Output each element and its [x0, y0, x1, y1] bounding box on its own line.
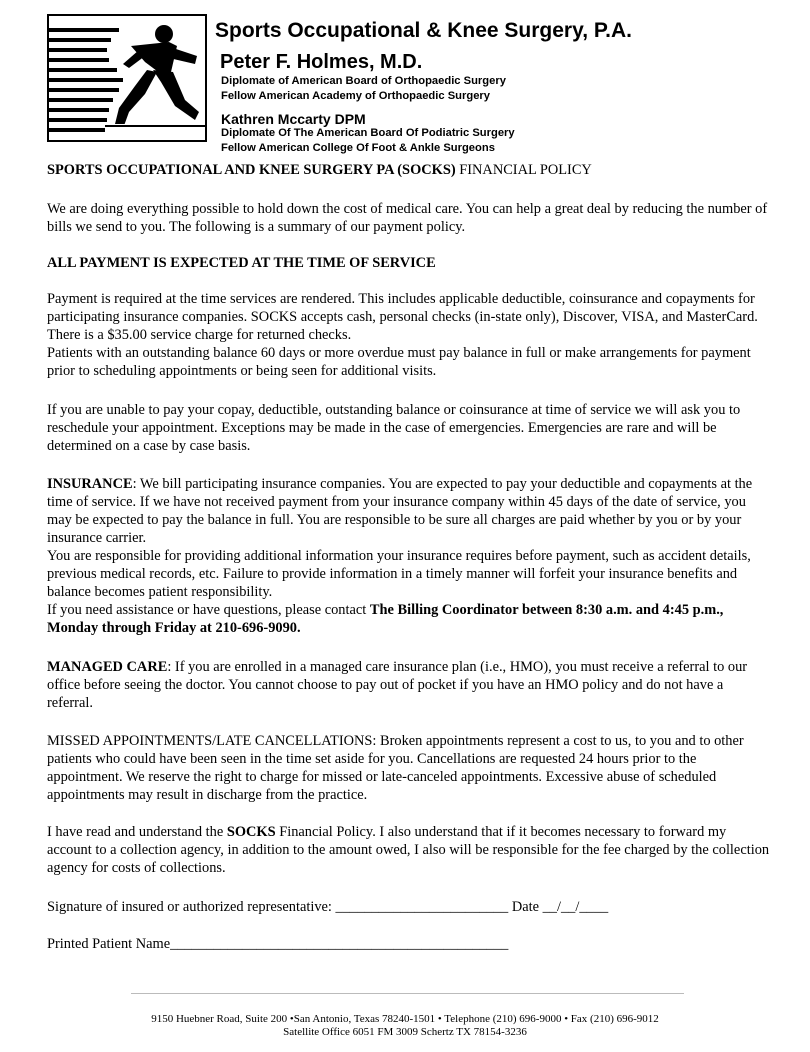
doctor1-credential-1: Diplomate of American Board of Orthopaedic Surgery	[221, 75, 506, 87]
billing-contact-hours: The Billing Coordinator between 8:30 a.m. and 4:45 p.m., Monday through Friday at 210-696-9090.	[47, 602, 724, 636]
doctor1-credential-2: Fellow American Academy of Orthopaedic Surgery	[221, 90, 490, 102]
intro-paragraph: We are doing everything possible to hold down the cost of medical care. You can help a great deal by reducing the number of bills we send to you. The following is a summary of our payment policy.	[47, 201, 768, 235]
policy-title-rest: FINANCIAL POLICY	[455, 162, 592, 178]
managed-care-text: : If you are enrolled in a managed care insurance plan (i.e., HMO), you must receive a referral to our office before seeing the doctor. You cannot choose to pay out of pocket if you have an HMO policy and do not have a referral.	[47, 659, 748, 711]
sprinter-logo-icon	[49, 16, 205, 140]
insurance-paragraph-2: You are responsible for providing additional information your insurance requires before payment, such as accident details, previous medical records, etc. Failure to provide information in a timely manner will forfeit your insurance benefits and balance becomes patient responsibility.	[47, 548, 751, 600]
policy-title-bold: SPORTS OCCUPATIONAL AND KNEE SURGERY PA (SOCKS)	[47, 162, 456, 178]
payment-paragraph-2: Patients with an outstanding balance 60 days or more overdue must pay balance in full or make arrangements for payment prior to scheduling appointments or being seen for additional visits.	[47, 345, 751, 379]
footer-divider	[131, 993, 684, 994]
doctor2-credential-2: Fellow American College Of Foot & Ankle Surgeons	[221, 142, 495, 154]
billing-contact-lead: If you need assistance or have questions, please contact	[47, 602, 370, 618]
insurance-paragraph-3	[47, 601, 772, 637]
doctor1-name: Peter F. Holmes, M.D.	[220, 51, 423, 73]
date-field[interactable]: Date __/__/____	[511, 899, 609, 915]
insurance-section	[47, 475, 772, 637]
payment-paragraph-1: Payment is required at the time services are rendered. This includes applicable deductible, coinsurance and copayments for participating insurance companies. SOCKS accepts cash, personal checks (in-state only), Discover, VISA, and MasterCard. There is a $35.00 service charge for returned checks.	[47, 291, 758, 343]
unable-to-pay-paragraph: If you are unable to pay your copay, deductible, outstanding balance or coinsurance at time of service we will ask you to reschedule your appointment. Exceptions may be made in the case of emergencies. Emergencies are rare and will be determined on a case by case basis.	[47, 402, 741, 454]
missed-appointments-paragraph: MISSED APPOINTMENTS/LATE CANCELLATIONS: Broken appointments represent a cost to us, to you and to other patients who could have been seen in the time set aside for you. Cancellations are requested 24 hours prior to the appointment. We reserve the right to charge for missed or late-canceled appointments. Excessive abuse of scheduled appointments may result in discharge from the practice.	[47, 733, 744, 803]
doctor2-name: Kathren Mccarty DPM	[221, 111, 366, 127]
signature-label: Signature of insured or authorized representative: ________________________	[47, 899, 509, 915]
ack-socks: SOCKS	[226, 824, 276, 840]
payment-section	[47, 290, 772, 380]
footer-satellite-office: Satellite Office 6051 FM 3009 Schertz TX 78154-3236	[283, 1026, 527, 1038]
managed-care-paragraph	[47, 658, 772, 712]
ack-rest: Financial Policy. I also understand that if it becomes necessary to forward my account to a collection agency, in addition to the amount owed, I also will be responsible for the fee charged by the collection agency for costs of collections.	[47, 824, 770, 876]
practice-logo	[47, 14, 207, 142]
doctor2-credential-1: Diplomate Of The American Board Of Podiatric Surgery	[221, 127, 515, 139]
payment-heading: ALL PAYMENT IS EXPECTED AT THE TIME OF SERVICE	[47, 255, 436, 271]
footer-address: 9150 Huebner Road, Suite 200 •San Antonio, Texas 78240-1501 • Telephone (210) 696-9000 • Fax (210) 696-9012	[151, 1013, 659, 1025]
managed-care-label: MANAGED CARE	[47, 659, 168, 675]
acknowledgement-paragraph	[47, 823, 772, 877]
policy-title	[47, 161, 772, 179]
printed-name-field[interactable]: Printed Patient Name_______________________________________________	[47, 936, 509, 952]
firm-name: Sports Occupational & Knee Surgery, P.A.	[215, 19, 632, 42]
signature-line[interactable]	[47, 898, 772, 916]
ack-lead: I have read and understand the	[47, 824, 227, 840]
insurance-text-1: : We bill participating insurance companies. You are expected to pay your deductible and copayments at the time of service. If we have not received payment from your insurance company within 45 days of the date of service, you may be expected to pay the balance in full. You are responsible to be sure all charges are paid whether by you or by your insurance carrier.	[47, 476, 753, 546]
insurance-label: INSURANCE	[47, 476, 133, 492]
insurance-paragraph-1	[47, 475, 772, 547]
